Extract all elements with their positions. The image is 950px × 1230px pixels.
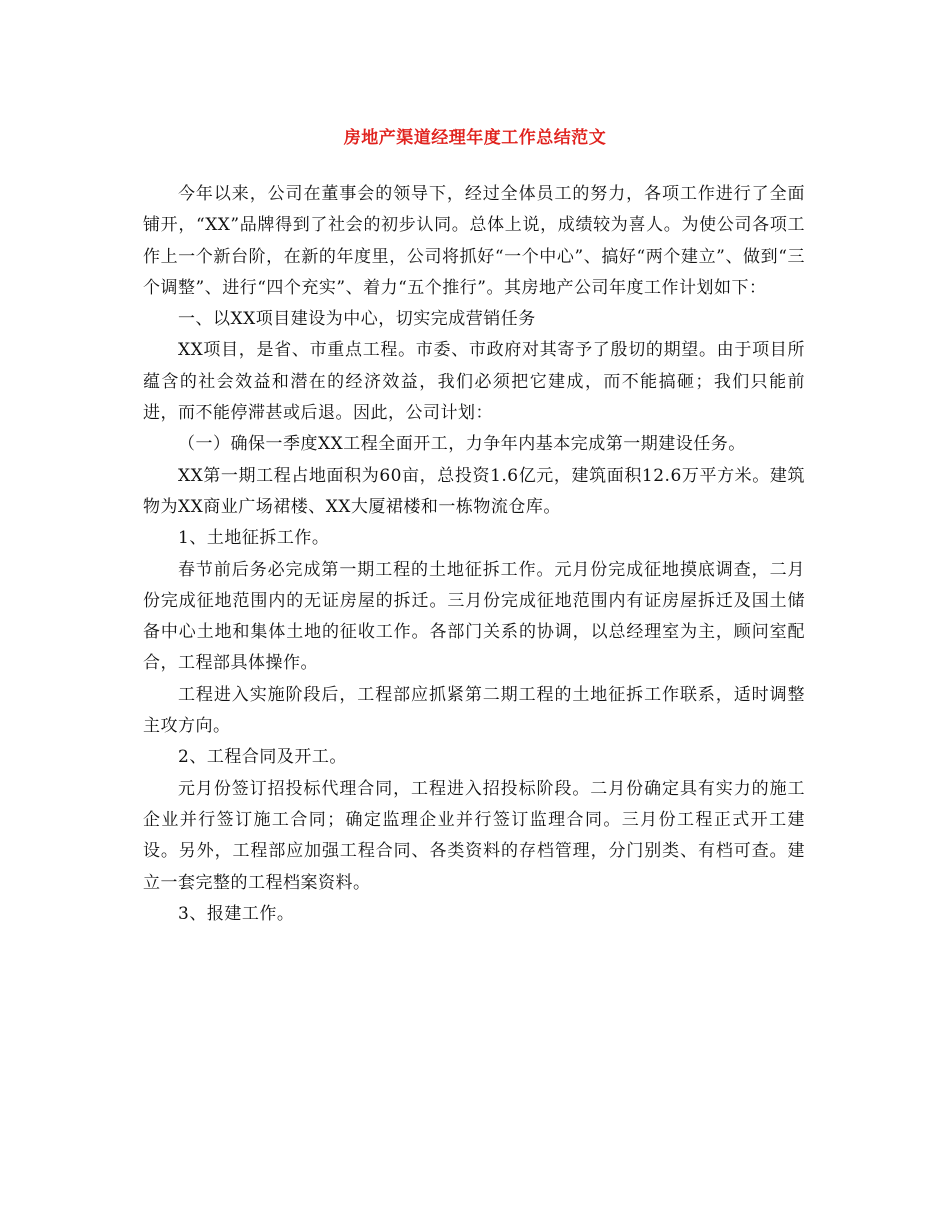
subsection-heading: （一）确保一季度XX工程全面开工，力争年内基本完成第一期建设任务。 (178, 434, 746, 455)
item-heading: 1、土地征拆工作。 (178, 528, 330, 549)
paragraph: 工程进入实施阶段后，工程部应抓紧第二期工程的土地征拆工作联系，适时调整主攻方向。 (143, 684, 805, 737)
paragraph: XX第一期工程占地面积为60亩，总投资1.6亿元，建筑面积12.6万平方米。建筑物为XX商业广场裙楼、XX大厦裙楼和一栋物流仓库。 (143, 465, 805, 517)
section-heading-1: 一、以XX项目建设为中心，切实完成营销任务 (178, 309, 536, 330)
paragraph: XX项目，是省、市重点工程。市委、市政府对其寄予了殷切的期望。由于项目所蕴含的社会效益和潜在的经济效益，我们必须把它建成，而不能搞砸；我们只能前进，而不能停滞甚或后退。因此，公司计划： (143, 340, 805, 424)
item-heading: 3、报建工作。 (178, 903, 295, 924)
paragraph: 元月份签订招投标代理合同，工程进入招投标阶段。二月份确定具有实力的施工企业并行签订施工合同；确定监理企业并行签订监理合同。三月份工程正式开工建设。另外，工程部应加强工程合同、各类资料的存档管理，分门别类、有档可查。建立一套完整的工程档案资料。 (143, 778, 805, 893)
document-body (143, 179, 805, 930)
document-title: 房地产渠道经理年度工作总结范文 (343, 128, 607, 148)
item-heading: 2、工程合同及开工。 (178, 747, 347, 768)
paragraph: 春节前后务必完成第一期工程的土地征拆工作。元月份完成征地摸底调查，二月份完成征地范围内的无证房屋的拆迁。三月份完成征地范围内有证房屋拆迁及国土储备中心土地和集体土地的征收工作。各部门关系的协调，以总经理室为主，顾问室配合，工程部具体操作。 (143, 559, 805, 674)
paragraph-intro: 今年以来，公司在董事会的领导下，经过全体员工的努力，各项工作进行了全面铺开，“XX”品牌得到了社会的初步认同。总体上说，成绩较为喜人。为使公司各项工作上一个新台阶，在新的年度里，公司将抓好“一个中心”、搞好“两个建立”、做到“三个调整”、进行“四个充实”、着力“五个推行”。其房地产公司年度工作计划如下： (143, 184, 805, 298)
